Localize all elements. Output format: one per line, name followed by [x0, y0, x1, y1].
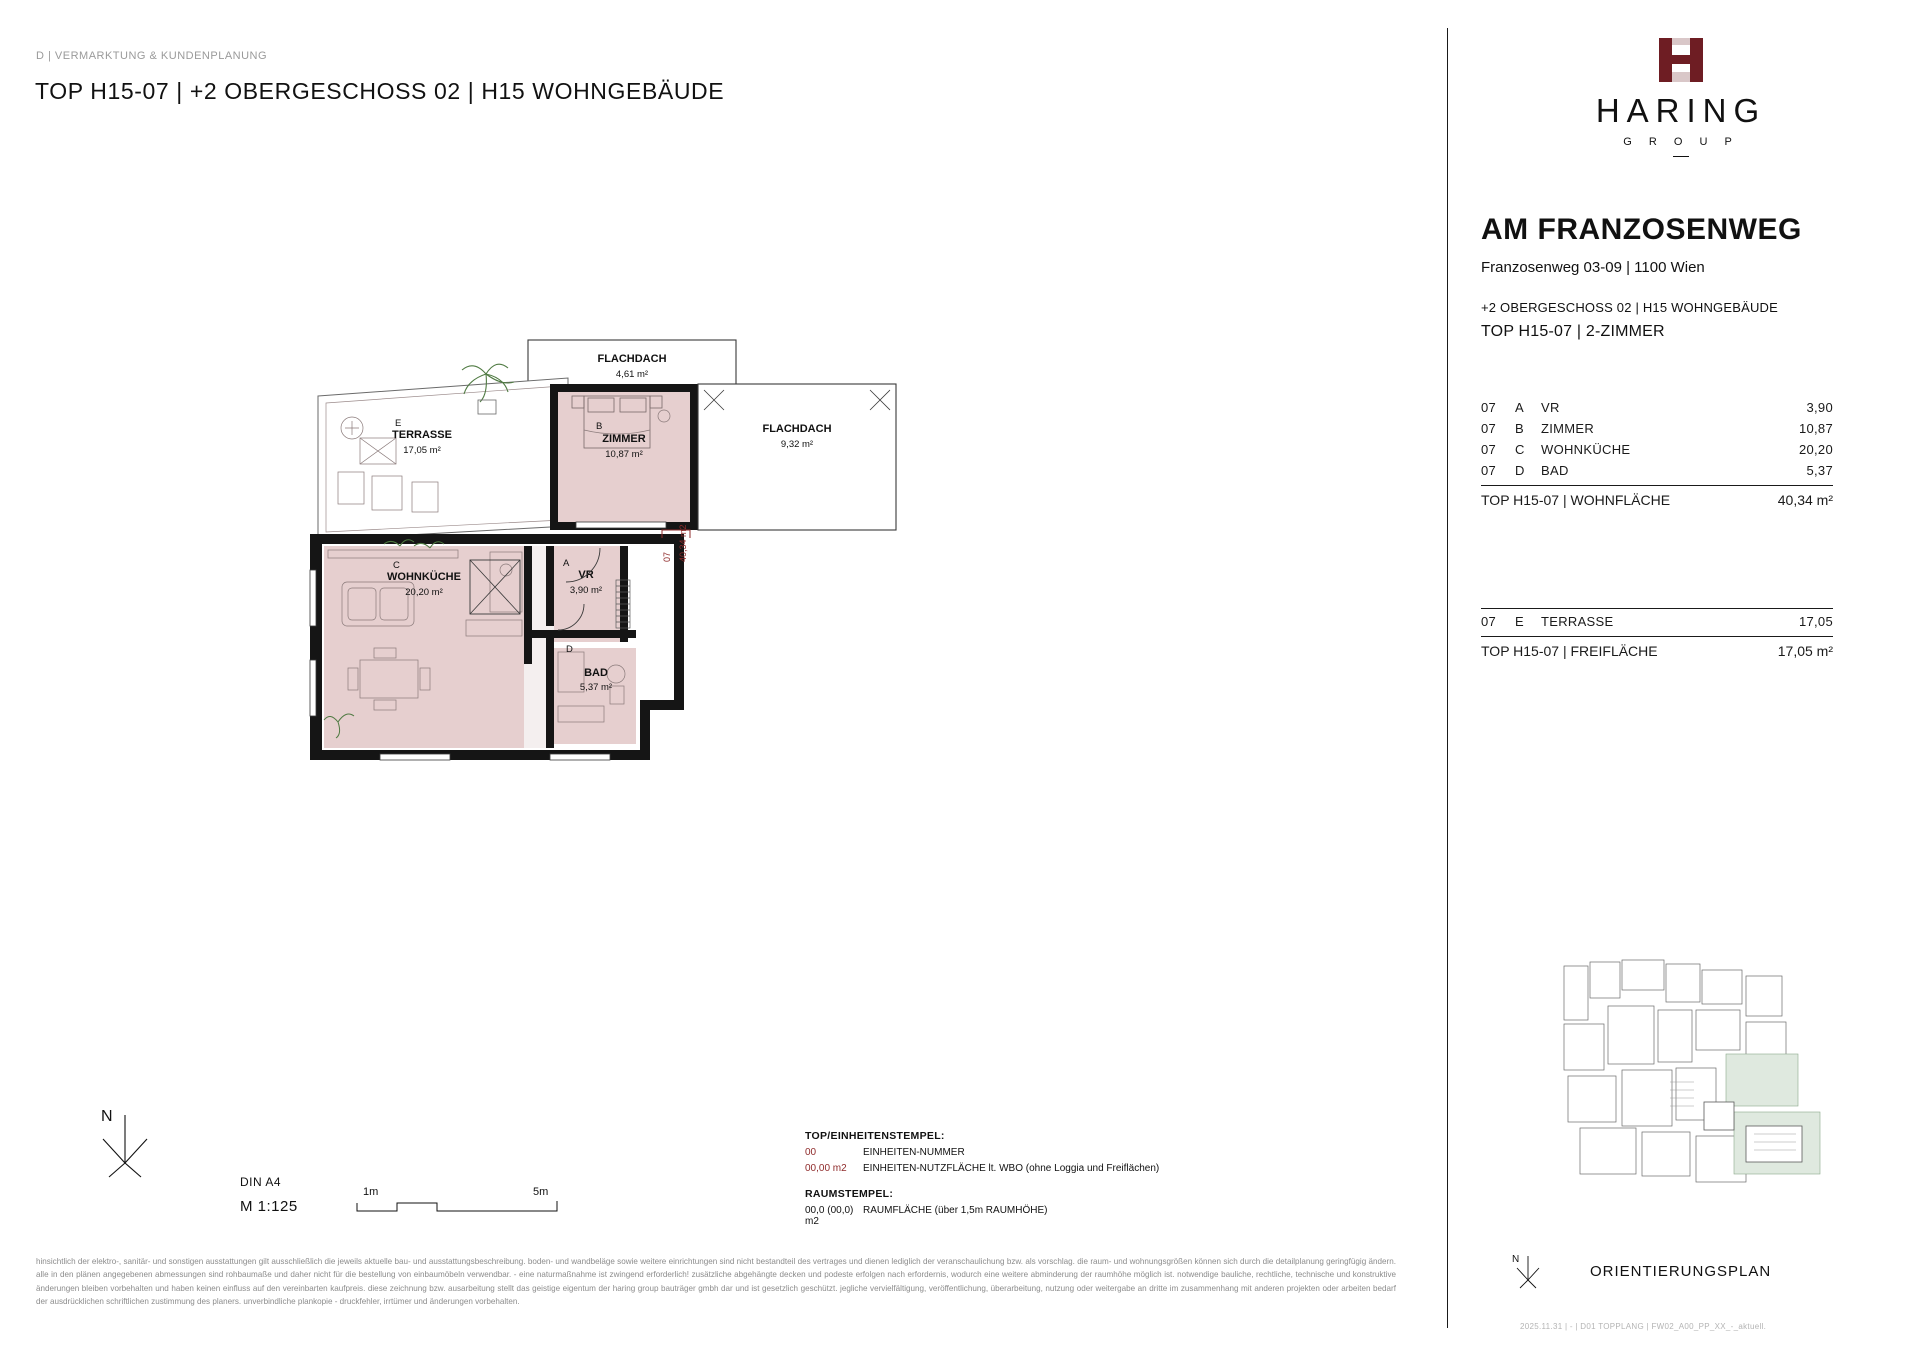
area-unit-number: 07	[1481, 400, 1497, 415]
legend-row	[805, 1163, 1365, 1174]
area-total-row	[1481, 637, 1833, 659]
area-room-name: ZIMMER	[1541, 421, 1595, 436]
svg-text:5m: 5m	[533, 1186, 549, 1198]
room-area-bad: 5,37 m²	[579, 682, 613, 693]
page-title: TOP H15-07 | +2 OBERGESCHOSS 02 | H15 WOHNGEBÄUDE	[35, 78, 725, 104]
room-area-wohnkueche: 20,20 m²	[405, 587, 443, 598]
haring-logo-icon	[1659, 38, 1703, 82]
project-title: AM FRANZOSENWEG	[1481, 213, 1802, 246]
area-value: 20,20	[1798, 442, 1833, 457]
area-unit-number: 07	[1481, 442, 1497, 457]
area-total-row	[1481, 486, 1833, 508]
project-unit: TOP H15-07 | 2-ZIMMER	[1481, 323, 1665, 340]
brand-name: HARING	[1595, 92, 1767, 129]
room-label-bad: BAD	[584, 667, 608, 679]
area-value: 5,37	[1806, 463, 1833, 478]
area-unit-number: 07	[1481, 421, 1497, 436]
project-level: +2 OBERGESCHOSS 02 | H15 WOHNGEBÄUDE	[1481, 300, 1779, 315]
area-row	[1481, 439, 1833, 460]
north-letter: N	[1512, 1254, 1520, 1265]
room-label-vr: VR	[578, 569, 594, 581]
area-letter: B	[1515, 421, 1524, 436]
area-table-outdoor	[1481, 608, 1833, 659]
area-total-value: 40,34 m²	[1777, 492, 1833, 508]
area-total-value: 17,05 m²	[1777, 643, 1833, 659]
unit-stamp-number: 07	[662, 551, 672, 562]
area-table-living	[1481, 397, 1833, 508]
room-area-flachdach-top: 4,61 m²	[615, 369, 649, 380]
north-arrow	[95, 1105, 165, 1185]
legend-value: RAUMFLÄCHE (über 1,5m RAUMHÖHE)	[863, 1205, 1048, 1216]
svg-text:E: E	[395, 418, 402, 429]
area-letter: C	[1515, 442, 1525, 457]
area-row	[1481, 418, 1833, 439]
area-value: 3,90	[1806, 400, 1833, 415]
room-area-terrasse: 17,05 m²	[403, 445, 441, 456]
area-row	[1481, 611, 1833, 632]
area-total-label: TOP H15-07 | WOHNFLÄCHE	[1481, 492, 1671, 508]
area-table-divider-top	[1481, 608, 1833, 609]
svg-text:N: N	[101, 1108, 113, 1125]
area-value: 17,05	[1798, 614, 1833, 629]
svg-text:D: D	[566, 644, 573, 655]
area-room-name: VR	[1541, 400, 1560, 415]
room-area-vr: 3,90 m²	[569, 585, 603, 596]
room-area-flachdach-right: 9,32 m²	[780, 439, 814, 450]
legend-key: 00,0 (00,0) m2	[805, 1205, 854, 1227]
legend-key: 00	[805, 1147, 817, 1158]
svg-text:B: B	[596, 421, 603, 432]
svg-text:C: C	[393, 560, 400, 571]
area-letter: E	[1515, 614, 1524, 629]
legend-value: EINHEITEN-NUTZFLÄCHE lt. WBO (ohne Loggia und Freiflächen)	[863, 1163, 1160, 1174]
room-label-flachdach-top: FLACHDACH	[597, 353, 667, 365]
area-letter: A	[1515, 400, 1524, 415]
legend-key: 00,00 m2	[805, 1163, 847, 1174]
area-unit-number: 07	[1481, 463, 1497, 478]
scale-ratio: M 1:125	[240, 1198, 298, 1215]
legend-title-room: RAUMSTEMPEL:	[805, 1188, 894, 1200]
room-label-wohnkueche: WOHNKÜCHE	[387, 571, 461, 583]
area-letter: D	[1515, 463, 1525, 478]
area-room-name: TERRASSE	[1541, 614, 1614, 629]
north-arrow-small	[1510, 1250, 1550, 1290]
brand-subtitle: G R O U P	[1623, 136, 1739, 148]
brand-logo	[1481, 38, 1881, 157]
project-address: Franzosenweg 03-09 | 1100 Wien	[1481, 259, 1705, 276]
brand-divider	[1673, 156, 1689, 157]
area-total-label: TOP H15-07 | FREIFLÄCHE	[1481, 643, 1658, 659]
sheet-code: 2025.11.31 | - | D01 TOPPLANG | FW02_A00_PP_XX_-_aktuell.	[1520, 1322, 1767, 1331]
legend-row	[805, 1147, 1365, 1158]
din-format: DIN A4	[240, 1175, 282, 1189]
area-room-name: BAD	[1541, 463, 1569, 478]
info-column	[1481, 30, 1881, 659]
svg-text:A: A	[563, 558, 570, 569]
svg-text:1m: 1m	[363, 1186, 379, 1198]
area-unit-number: 07	[1481, 614, 1497, 629]
room-area-zimmer: 10,87 m²	[605, 449, 643, 460]
unit-stamp-area: 40,34 m2	[678, 524, 688, 562]
scale-bar	[355, 1185, 615, 1213]
area-row	[1481, 397, 1833, 418]
area-room-name: WOHNKÜCHE	[1541, 442, 1631, 457]
area-row	[1481, 460, 1833, 481]
legend-row	[805, 1205, 1365, 1227]
disclaimer-text: hinsichtlich der elektro-, sanitär- und sonstigen ausstattungen gilt ausschließlich die jeweils aktuelle bau- und ausstattungsbeschreibung. boden- und wandbeläge sowie weitere einrichtungen sind nicht bestandteil des vertrages und dienen lediglich der veranschaulichung bzw. als vorschlag. die raum- und wohnungsgrößen können sich durch die detailplanung geringfügig ändern. alle in den plänen angegebenen abmessungen sind rohbaumaße und daher nicht für die bestellung von einbaumöbeln verwendbar. - eine naturmaßnahme ist zwingend erforderlich! zusätzliche abgehängte decken und podeste erfolgen nach erfordernis, wodurch eine weitere abminderung der raumhöhe möglich ist. notwendige bauliche, rechtliche, technische und konstruktive änderungen bleiben vorbehalten und haben keinen einfluss auf den vereinbarten kaufpreis. diese zeichnung bzw. ausarbeitung stellt das geistige eigentum der haring group bauträger gmbh dar und ist gesetzlich geschützt. jegliche vervielfältigung, veröffentlichung, überarbeitung, nutzung oder weitergabe an dritte im zusammenhang mit anderen projekten oder arbeiten bedarf der ausdrücklichen schriftlichen zustimmung des planers. unverbindliche plankopie - druckfehler, irrtümer und änderungen vorbehalten.	[36, 1257, 1396, 1307]
orientation-plan-map	[1550, 950, 1840, 1240]
area-value: 10,87	[1798, 421, 1833, 436]
vertical-divider	[1447, 28, 1448, 1328]
legend	[805, 1130, 1365, 1227]
room-label-zimmer: ZIMMER	[602, 433, 646, 445]
legend-title-unit: TOP/EINHEITENSTEMPEL:	[805, 1130, 945, 1142]
orientation-plan-label: ORIENTIERUNGSPLAN	[1590, 1263, 1772, 1280]
header-eyebrow: D | VERMARKTUNG & KUNDENPLANUNG	[36, 50, 268, 62]
floor-plan	[300, 330, 1120, 890]
room-label-flachdach-right: FLACHDACH	[762, 423, 832, 435]
legend-value: EINHEITEN-NUMMER	[863, 1147, 965, 1158]
room-label-terrasse: TERRASSE	[392, 429, 452, 441]
